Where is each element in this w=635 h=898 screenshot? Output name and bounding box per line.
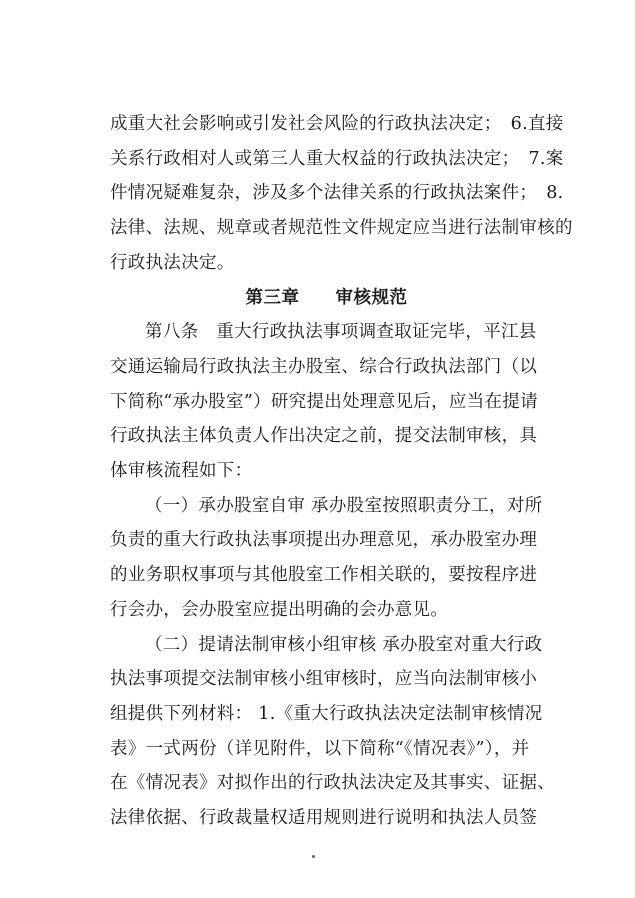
text-line: 的业务职权事项与其他股室工作相关联的，要按程序进 [110,565,538,586]
text-line: 行会办，会办股室应提出明确的会办意见。 [110,599,449,620]
text-line: 关系行政相对人或第三人重大权益的行政执法决定； 7.案 [110,148,564,169]
item-1-first-line: （一）承办股室自审 承办股室按照职责分工，对所 [145,495,543,516]
text-line: 交通运输局行政执法主办股室、综合行政执法部门（以 [110,356,538,377]
text-line: 组提供下列材料： 1.《重大行政执法决定法制审核情况 [110,703,543,724]
text-line: 负责的重大行政执法事项提出办理意见，承办股室办理 [110,530,538,551]
text-line: 件情况疑难复杂，涉及多个法律关系的行政执法案件； 8. [110,183,564,204]
text-line: 在《情况表》对拟作出的行政执法决定及其事实、证据、 [110,773,555,794]
text-line: 法律、法规、规章或者规范性文件规定应当进行法制审核的 [110,218,573,239]
text-line: 行政执法主体负责人作出决定之前，提交法制审核，具 [110,426,538,447]
text-line: 体审核流程如下： [110,461,253,482]
article-8-first-line: 第八条 重大行政执法事项调查取证完毕，平江县 [145,322,537,343]
chapter-heading: 第三章 审核规范 [245,287,408,308]
text-line: 下简称“承办股室”）研究提出处理意见后，应当在提请 [110,391,538,412]
text-line: 成重大社会影响或引发社会风险的行政执法决定； 6.直接 [110,114,564,134]
body-text [110,107,573,836]
item-2-first-line: （二）提请法制审核小组审核 承办股室对重大行政 [145,634,543,655]
text-line: 执法事项提交法制审核小组审核时，应当向法制审核小 [110,669,538,690]
scan-speck [312,855,315,858]
text-line: 行政执法决定。 [110,252,235,273]
text-line: 表》一式两份（详见附件，以下简称“《情况表》”），并 [110,738,530,759]
text-line: 法律依据、行政裁量权适用规则进行说明和执法人员签 [110,808,538,829]
